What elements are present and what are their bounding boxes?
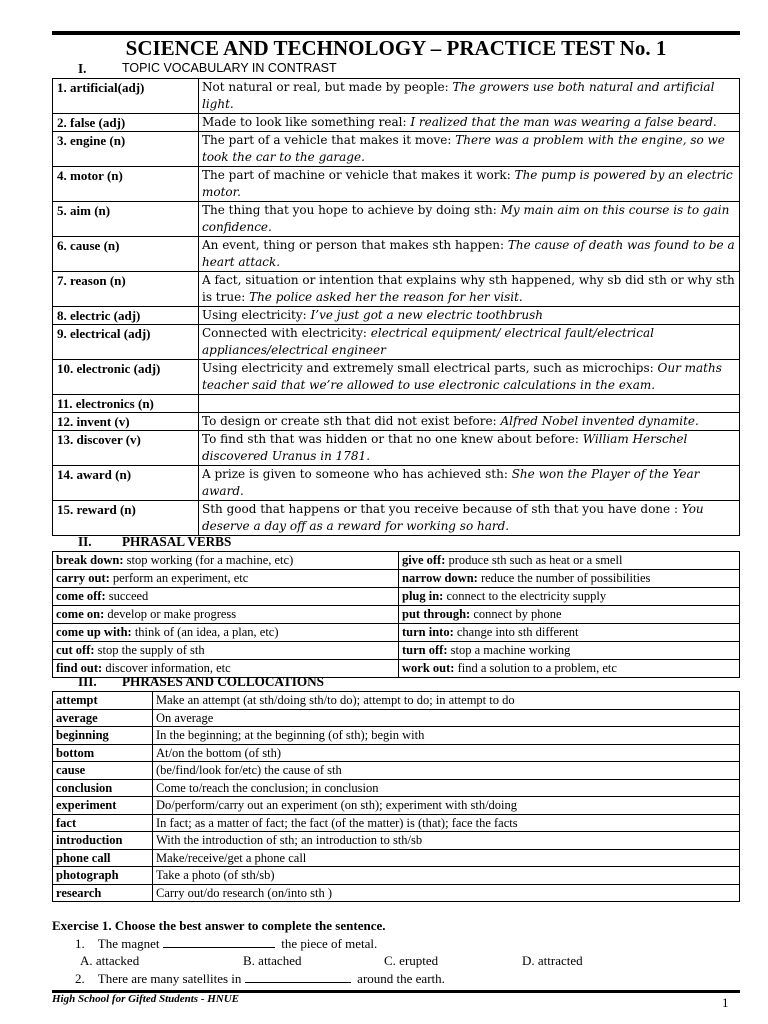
phrasal-verb-meaning: connect to the electricity supply (443, 589, 607, 603)
phrasal-verb-row (53, 588, 740, 606)
vocab-definition (199, 202, 740, 237)
phrasal-verb: put through: (402, 607, 471, 621)
vocab-definition (199, 79, 740, 114)
phrasal-verb-meaning: reduce the number of possibilities (477, 571, 651, 585)
question-2 (75, 970, 445, 987)
vocab-word: 1. artificial(adj) (53, 79, 199, 114)
phrasal-verb-row (53, 642, 740, 660)
phrasal-verb: carry out: (56, 571, 110, 585)
phrase-keyword: beginning (53, 727, 153, 745)
example-text: I realized that the man was wearing a false beard. (410, 115, 717, 129)
section-number: I. (78, 61, 87, 76)
definition-text: Made to look like something real: (202, 115, 411, 129)
example-text: You deserve a day off as a reward for working so hard. (202, 502, 704, 533)
question-number: 2. (75, 971, 85, 986)
phrasal-verb: plug in: (402, 589, 444, 603)
phrasal-verb: turn into: (402, 625, 454, 639)
example-text: I’ve just got a new electric toothbrush (310, 308, 543, 322)
section-title: PHRASES AND COLLOCATIONS (122, 674, 325, 689)
phrasal-verb-cell (399, 552, 740, 570)
phrasal-verb-cell (399, 624, 740, 642)
example-text: My main aim on this course is to gain confidence. (202, 203, 730, 234)
vocab-row (53, 272, 740, 307)
vocabulary-table (52, 78, 740, 536)
vocab-row (53, 202, 740, 237)
phrasal-verb-row (53, 552, 740, 570)
vocab-row (53, 132, 740, 167)
phrase-collocations: In the beginning; at the beginning (of sth); begin with (153, 727, 740, 745)
vocab-row (53, 431, 740, 466)
section-title: PHRASAL VERBS (122, 534, 232, 549)
example-text: The growers use both natural and artificial light. (202, 80, 715, 111)
vocab-word: 5. aim (n) (53, 202, 199, 237)
phrase-keyword: photograph (53, 867, 153, 885)
definition-text: Using electricity and extremely small electrical parts, such as microchips: (202, 361, 658, 375)
phrasal-verb-meaning: stop a machine working (447, 643, 571, 657)
definition-text: A fact, situation or intention that explains why sth happened, why sb did sth or why sth is true: (202, 273, 735, 304)
phrase-collocations: Make an attempt (at sth/doing sth/to do); attempt to do; in attempt to do (153, 692, 740, 710)
option-c: C. erupted (384, 953, 439, 968)
phrase-keyword: average (53, 709, 153, 727)
example-text: The pump is powered by an electric motor. (202, 168, 733, 199)
vocab-word: 2. false (adj) (53, 114, 199, 132)
footer-school-name: High School for Gifted Students - HNUE (52, 993, 240, 1005)
phrasal-verb-meaning: discover information, etc (102, 661, 231, 675)
question-text-start: There are many satellites in (97, 971, 245, 986)
page-number: 1 (722, 995, 729, 1010)
example-text: There was a problem with the engine, so we took the car to the garage. (202, 133, 725, 164)
question-number: 1. (75, 936, 85, 951)
example-text: William Herschel discovered Uranus in 1781. (202, 432, 688, 463)
phrase-row (53, 884, 740, 902)
phrase-keyword: conclusion (53, 779, 153, 797)
phrasal-verb-meaning: perform an experiment, etc (109, 571, 249, 585)
phrasal-verbs-table (52, 551, 740, 678)
phrasal-verb: come off: (56, 589, 106, 603)
phrase-row (53, 727, 740, 745)
phrase-collocations: In fact; as a matter of fact; the fact (of the matter) is (that); face the facts (153, 814, 740, 832)
phrasal-verb-cell (53, 552, 399, 570)
answer-blank (163, 935, 275, 948)
phrasal-verb: cut off: (56, 643, 95, 657)
definition-text: To find sth that was hidden or that no one knew about before: (202, 432, 583, 446)
vocab-row (53, 413, 740, 431)
example-text: Alfred Nobel invented dynamite. (500, 414, 699, 428)
option-a: A. attacked (80, 953, 140, 968)
answer-blank (245, 970, 351, 983)
phrasal-verb: give off: (402, 553, 446, 567)
definition-text: Connected with electricity: (202, 326, 371, 340)
vocab-row (53, 325, 740, 360)
phrase-collocations: On average (153, 709, 740, 727)
vocab-definition (199, 237, 740, 272)
phrase-row (53, 744, 740, 762)
vocab-definition (199, 501, 740, 536)
vocab-word: 12. invent (v) (53, 413, 199, 431)
example-text: She won the Player of the Year award. (202, 467, 700, 498)
vocab-word: 7. reason (n) (53, 272, 199, 307)
question-1 (75, 935, 377, 952)
vocab-row (53, 237, 740, 272)
vocab-row (53, 79, 740, 114)
question-text-end: around the earth. (353, 971, 445, 986)
phrasal-verb: find out: (56, 661, 103, 675)
vocab-word: 6. cause (n) (53, 237, 199, 272)
vocab-row (53, 307, 740, 325)
vocab-definition (199, 307, 740, 325)
phrase-row (53, 762, 740, 780)
vocab-definition (199, 431, 740, 466)
phrasal-verb-meaning: produce sth such as heat or a smell (445, 553, 623, 567)
vocab-definition (199, 413, 740, 431)
phrasal-verb-cell (53, 642, 399, 660)
phrasal-verb-meaning: find a solution to a problem, etc (454, 661, 617, 675)
phrase-collocations: With the introduction of sth; an introduction to sth/sb (153, 832, 740, 850)
phrasal-verb-meaning: stop the supply of sth (94, 643, 205, 657)
vocab-definition (199, 272, 740, 307)
vocab-word: 10. electronic (adj) (53, 360, 199, 395)
phrasal-verb-cell (53, 570, 399, 588)
vocab-word: 14. award (n) (53, 466, 199, 501)
vocab-row (53, 466, 740, 501)
phrasal-verb-meaning: think of (an idea, a plan, etc) (131, 625, 279, 639)
phrase-row (53, 797, 740, 815)
phrase-keyword: experiment (53, 797, 153, 815)
phrases-table (52, 691, 740, 902)
definition-text: An event, thing or person that makes sth happen: (202, 238, 508, 252)
page-title: SCIENCE AND TECHNOLOGY – PRACTICE TEST No. 1 (125, 36, 667, 60)
definition-text: Not natural or real, but made by people: (202, 80, 453, 94)
phrase-row (53, 779, 740, 797)
phrasal-verb-cell (399, 660, 740, 678)
vocab-word: 15. reward (n) (53, 501, 199, 536)
vocab-definition (199, 395, 740, 413)
definition-text: The thing that you hope to achieve by doing sth: (202, 203, 501, 217)
example-text: The police asked her the reason for her visit. (249, 290, 523, 304)
vocab-row (53, 167, 740, 202)
phrasal-verb-meaning: stop working (for a machine, etc) (123, 553, 294, 567)
example-text: Our maths teacher said that we’re allowed to use electronic calculations in the exam. (202, 361, 722, 392)
phrasal-verb-cell (53, 606, 399, 624)
phrase-row (53, 692, 740, 710)
exercise-title: Exercise 1. Choose the best answer to complete the sentence. (52, 918, 386, 933)
phrasal-verb-cell (399, 642, 740, 660)
phrasal-verb: narrow down: (402, 571, 478, 585)
phrase-collocations: Take a photo (of sth/sb) (153, 867, 740, 885)
question-text-end: the piece of metal. (277, 936, 378, 951)
phrasal-verb-row (53, 624, 740, 642)
vocab-definition (199, 325, 740, 360)
phrase-collocations: Do/perform/carry out an experiment (on sth); experiment with sth/doing (153, 797, 740, 815)
phrasal-verb-meaning: succeed (105, 589, 149, 603)
section-number: III. (78, 674, 97, 689)
section-number: II. (78, 534, 92, 549)
phrasal-verb-cell (399, 606, 740, 624)
vocab-word: 8. electric (adj) (53, 307, 199, 325)
phrasal-verb-cell (399, 588, 740, 606)
phrase-collocations: Make/receive/get a phone call (153, 849, 740, 867)
vocab-word: 3. engine (n) (53, 132, 199, 167)
phrase-keyword: cause (53, 762, 153, 780)
phrasal-verb: turn off: (402, 643, 448, 657)
definition-text: A prize is given to someone who has achieved sth: (202, 467, 512, 481)
vocab-definition (199, 114, 740, 132)
phrase-keyword: research (53, 884, 153, 902)
definition-text: To design or create sth that did not exist before: (202, 414, 501, 428)
vocab-row (53, 501, 740, 536)
phrase-collocations: (be/find/look for/etc) the cause of sth (153, 762, 740, 780)
phrase-keyword: attempt (53, 692, 153, 710)
question-text-start: The magnet (97, 936, 163, 951)
phrasal-verb: break down: (56, 553, 124, 567)
phrase-keyword: phone call (53, 849, 153, 867)
definition-text: Sth good that happens or that you receive because of sth that you have done : (202, 502, 682, 516)
phrasal-verb: come up with: (56, 625, 132, 639)
vocab-word: 11. electronics (n) (53, 395, 199, 413)
phrasal-verb: come on: (56, 607, 105, 621)
definition-text: The part of a vehicle that makes it move: (202, 133, 456, 147)
option-b: B. attached (243, 953, 302, 968)
vocab-row (53, 114, 740, 132)
phrasal-verb-cell (53, 588, 399, 606)
phrasal-verb-meaning: change into sth different (453, 625, 579, 639)
phrase-row (53, 849, 740, 867)
phrasal-verb-row (53, 570, 740, 588)
example-text: The cause of death was found to be a heart attack. (202, 238, 735, 269)
phrase-collocations: Come to/reach the conclusion; in conclusion (153, 779, 740, 797)
phrasal-verb: work out: (402, 661, 455, 675)
vocab-word: 13. discover (v) (53, 431, 199, 466)
vocab-definition (199, 360, 740, 395)
section-title: TOPIC VOCABULARY IN CONTRAST (122, 61, 337, 75)
example-text: electrical equipment/ electrical fault/electrical appliances/electrical engineer (202, 326, 654, 357)
phrasal-verb-meaning: develop or make progress (104, 607, 237, 621)
phrase-collocations: At/on the bottom (of sth) (153, 744, 740, 762)
phrase-row (53, 709, 740, 727)
phrase-row (53, 814, 740, 832)
vocab-word: 4. motor (n) (53, 167, 199, 202)
vocab-word: 9. electrical (adj) (53, 325, 199, 360)
vocab-definition (199, 466, 740, 501)
phrase-collocations: Carry out/do research (on/into sth ) (153, 884, 740, 902)
vocab-definition (199, 132, 740, 167)
phrase-keyword: fact (53, 814, 153, 832)
phrasal-verb-cell (53, 624, 399, 642)
vocab-row (53, 395, 740, 413)
phrase-row (53, 867, 740, 885)
definition-text: The part of machine or vehicle that makes it work: (202, 168, 515, 182)
phrase-row (53, 832, 740, 850)
definition-text: Using electricity: (202, 308, 311, 322)
phrase-keyword: introduction (53, 832, 153, 850)
phrase-keyword: bottom (53, 744, 153, 762)
vocab-row (53, 360, 740, 395)
phrasal-verb-row (53, 606, 740, 624)
phrasal-verb-meaning: connect by phone (470, 607, 562, 621)
vocab-definition (199, 167, 740, 202)
option-d: D. attracted (522, 953, 583, 968)
phrasal-verb-cell (399, 570, 740, 588)
